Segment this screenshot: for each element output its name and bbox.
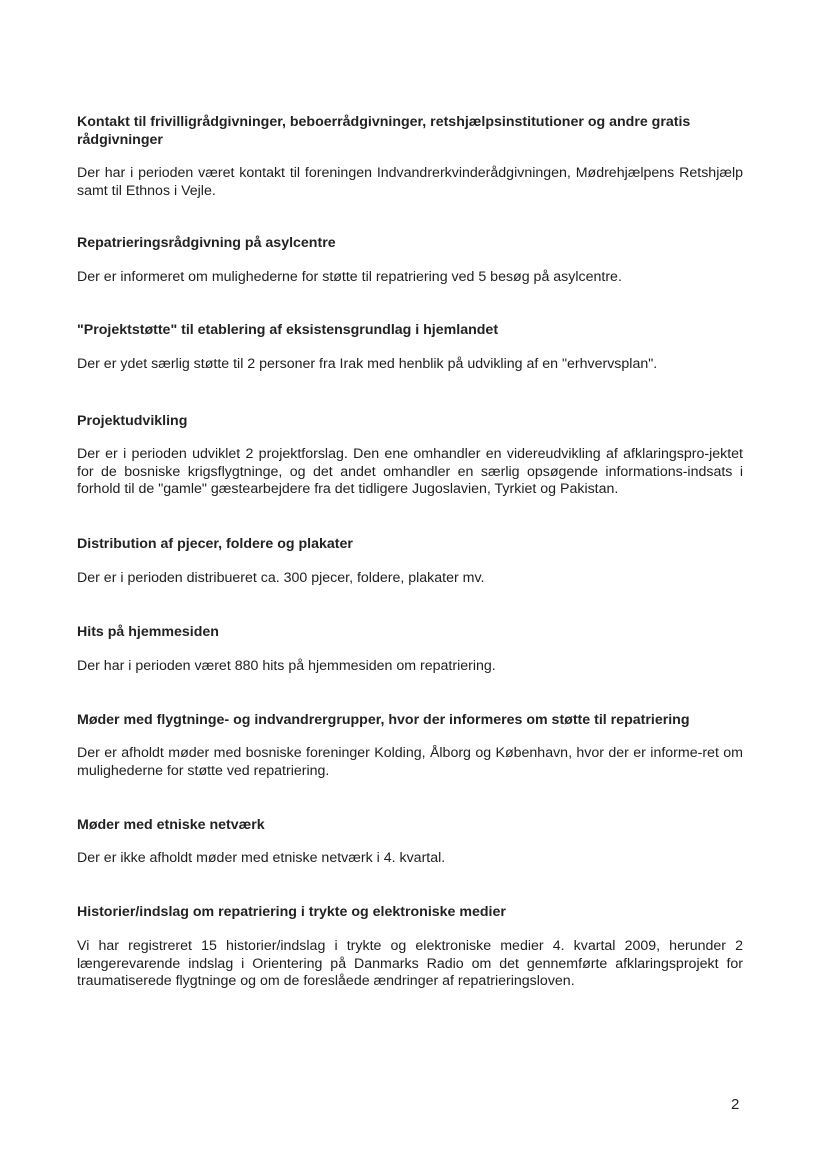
page-number: 2 <box>731 1096 740 1113</box>
section-ethnic-networks <box>77 816 743 868</box>
section-body: Der er informeret om mulighederne for støtte til repatriering ved 5 besøg på asylcentre. <box>77 269 622 285</box>
section-project-support <box>77 321 743 374</box>
section-heading: Hits på hjemmesiden <box>77 624 219 640</box>
section-distribution <box>77 535 743 588</box>
section-website-hits <box>77 623 743 676</box>
section-body: Der har i perioden været kontakt til foreningen Indvandrerkvinderådgivningen, Mødrehjælpens Retshjælp samt til Ethnos i Vejle. <box>77 165 743 199</box>
section-heading: Møder med etniske netværk <box>77 817 265 833</box>
section-body: Der er i perioden udviklet 2 projektforslag. Den ene omhandler en videreudvikling af afklaringspro-jektet for de bosniske krigsflygtninge, og det andet omhandler en særlig opsøgende informations-indsats i forhold til de "gamle" gæstearbejdere fra det tidligere Jugoslavien, Tyrkiet og Pakistan. <box>77 446 743 497</box>
section-asylum-centre-advisory <box>77 234 743 287</box>
section-heading: Projektudvikling <box>77 413 188 429</box>
section-group-meetings <box>77 711 743 780</box>
section-body: Der er i perioden distribueret ca. 300 pjecer, foldere, plakater mv. <box>77 570 485 586</box>
section-contact-advisory <box>77 113 743 200</box>
section-body: Vi har registreret 15 historier/indslag i trykte og elektroniske medier 4. kvartal 2009, herunder 2 længerevarende indslag i Orientering på Danmarks Radio om det gennemførte afklaringsprojekt for traumatiserede flygtninge og om de foreslåede ændringer af repatrieringsloven. <box>77 938 743 989</box>
section-heading: Historier/indslag om repatriering i trykte og elektroniske medier <box>77 904 506 920</box>
section-heading: Møder med flygtninge- og indvandrergrupper, hvor der informeres om støtte til repatriering <box>77 712 690 728</box>
section-body: Der er ydet særlig støtte til 2 personer fra Irak med henblik på udvikling af en "erhvervsplan". <box>77 356 658 372</box>
section-heading: Repatrieringsrådgivning på asylcentre <box>77 235 336 251</box>
section-project-development <box>77 412 743 499</box>
section-body: Der er afholdt møder med bosniske foreninger Kolding, Ålborg og København, hvor der er informe-ret om mulighederne for støtte ved repatriering. <box>77 745 743 779</box>
section-heading: Kontakt til frivilligrådgivninger, beboerrådgivninger, retshjælpsinstitutioner og andre gratis rådgivninger <box>77 114 691 148</box>
section-body: Der har i perioden været 880 hits på hjemmesiden om repatriering. <box>77 658 496 674</box>
section-heading: "Projektstøtte" til etablering af eksistensgrundlag i hjemlandet <box>77 322 499 338</box>
section-media-stories <box>77 903 743 991</box>
section-heading: Distribution af pjecer, foldere og plakater <box>77 536 353 552</box>
section-body: Der er ikke afholdt møder med etniske netværk i 4. kvartal. <box>77 850 446 866</box>
